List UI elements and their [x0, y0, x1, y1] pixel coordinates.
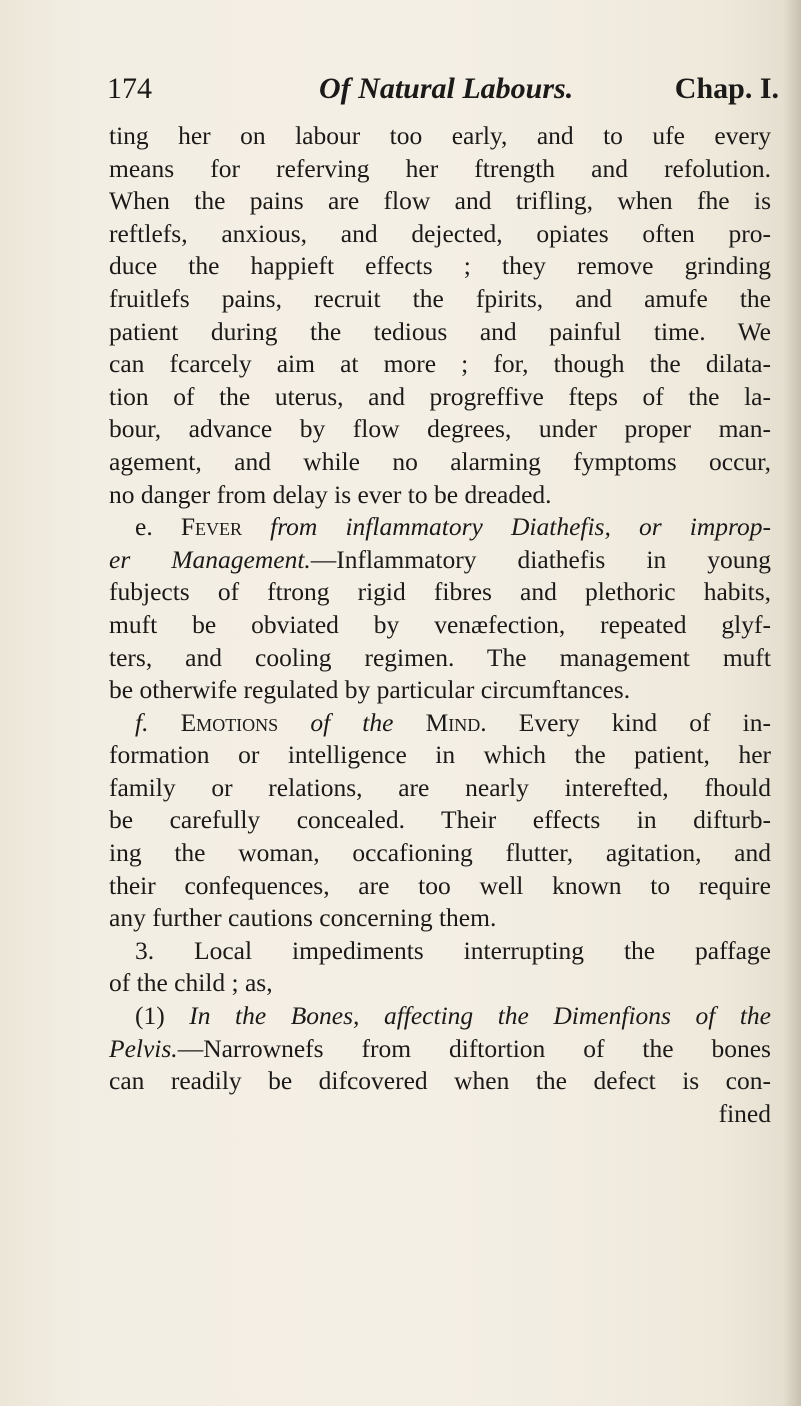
- text-line: [109, 544, 771, 577]
- text-run: Mind: [425, 707, 481, 737]
- text-run: e.: [135, 512, 181, 542]
- text-line: their confequences, are too well known to require: [109, 870, 771, 900]
- text-line: patient during the tedious and painful time. We: [109, 316, 771, 346]
- text-run: . Every kind of in-: [480, 707, 771, 737]
- text-run: —Narrownefs from diftortion of the bones: [177, 1033, 771, 1063]
- text-run: from inflammatory Diathefis, or improp-: [242, 512, 771, 542]
- text-line: ters, and cooling regimen. The management muft: [109, 642, 771, 672]
- text-line: any further cautions concerning them.: [109, 903, 497, 933]
- chapter-label: Chap. I.: [674, 72, 779, 105]
- text-line: family or relations, are nearly interefted, fhould: [109, 772, 771, 802]
- text-line: [109, 1033, 771, 1066]
- text-run: er Management.: [109, 544, 311, 574]
- text-line: fined: [718, 1098, 771, 1128]
- running-title: Of Natural Labours.: [319, 72, 574, 105]
- text-line: be carefully concealed. Their effects in difturb-: [109, 805, 771, 835]
- text-line: can readily be difcovered when the defect is con-: [109, 1066, 771, 1096]
- text-run: In the Bones, affecting the Dimenfions of the: [189, 1001, 772, 1031]
- text-line: be otherwife regulated by particular circumftances.: [109, 675, 631, 705]
- text-run: (1): [135, 1001, 190, 1031]
- text-run: Fever: [180, 512, 242, 542]
- text-line: tion of the uterus, and progreffive fteps of the la-: [109, 381, 771, 411]
- text-line: reftlefs, anxious, and dejected, opiates often pro-: [109, 218, 771, 248]
- page-edge-shadow: [783, 0, 801, 1406]
- text-run: f.: [135, 707, 181, 737]
- page-number: 174: [107, 72, 152, 105]
- text-line: 3. Local impediments interrupting the paffage: [135, 935, 771, 965]
- text-run: —Inflammatory diathefis in young: [310, 544, 772, 574]
- text-line: ting her on labour too early, and to ufe every: [109, 121, 771, 150]
- text-line: agement, and while no alarming fymptoms occur,: [109, 446, 771, 476]
- text-run: Pelvis.: [109, 1033, 178, 1063]
- text-line: When the pains are flow and trifling, when fhe is: [109, 186, 771, 216]
- text-line: [109, 1000, 771, 1033]
- running-header: [107, 72, 779, 114]
- text-line: bour, advance by flow degrees, under proper man-: [109, 414, 771, 444]
- text-run: of the: [278, 707, 426, 737]
- text-line: muft be obviated by venæfection, repeated glyf-: [109, 609, 771, 639]
- text-line: ing the woman, occafioning flutter, agitation, and: [109, 838, 771, 868]
- text-line: [109, 511, 771, 544]
- page-body-text: [109, 120, 771, 1130]
- text-line: no danger from delay is ever to be dreaded.: [109, 479, 552, 509]
- text-line: [109, 707, 771, 740]
- text-line: can fcarcely aim at more ; for, though the dilata-: [109, 349, 771, 379]
- text-line: formation or intelligence in which the patient, her: [109, 740, 771, 770]
- text-run: Emotions: [180, 707, 279, 737]
- text-line: fubjects of ftrong rigid fibres and plethoric habits,: [109, 577, 771, 607]
- text-line: of the child ; as,: [109, 968, 273, 998]
- text-line: fruitlefs pains, recruit the fpirits, and amufe the: [109, 283, 771, 313]
- text-line: duce the happieft effects ; they remove grinding: [109, 251, 771, 281]
- text-line: means for referving her ftrength and refolution.: [109, 153, 771, 183]
